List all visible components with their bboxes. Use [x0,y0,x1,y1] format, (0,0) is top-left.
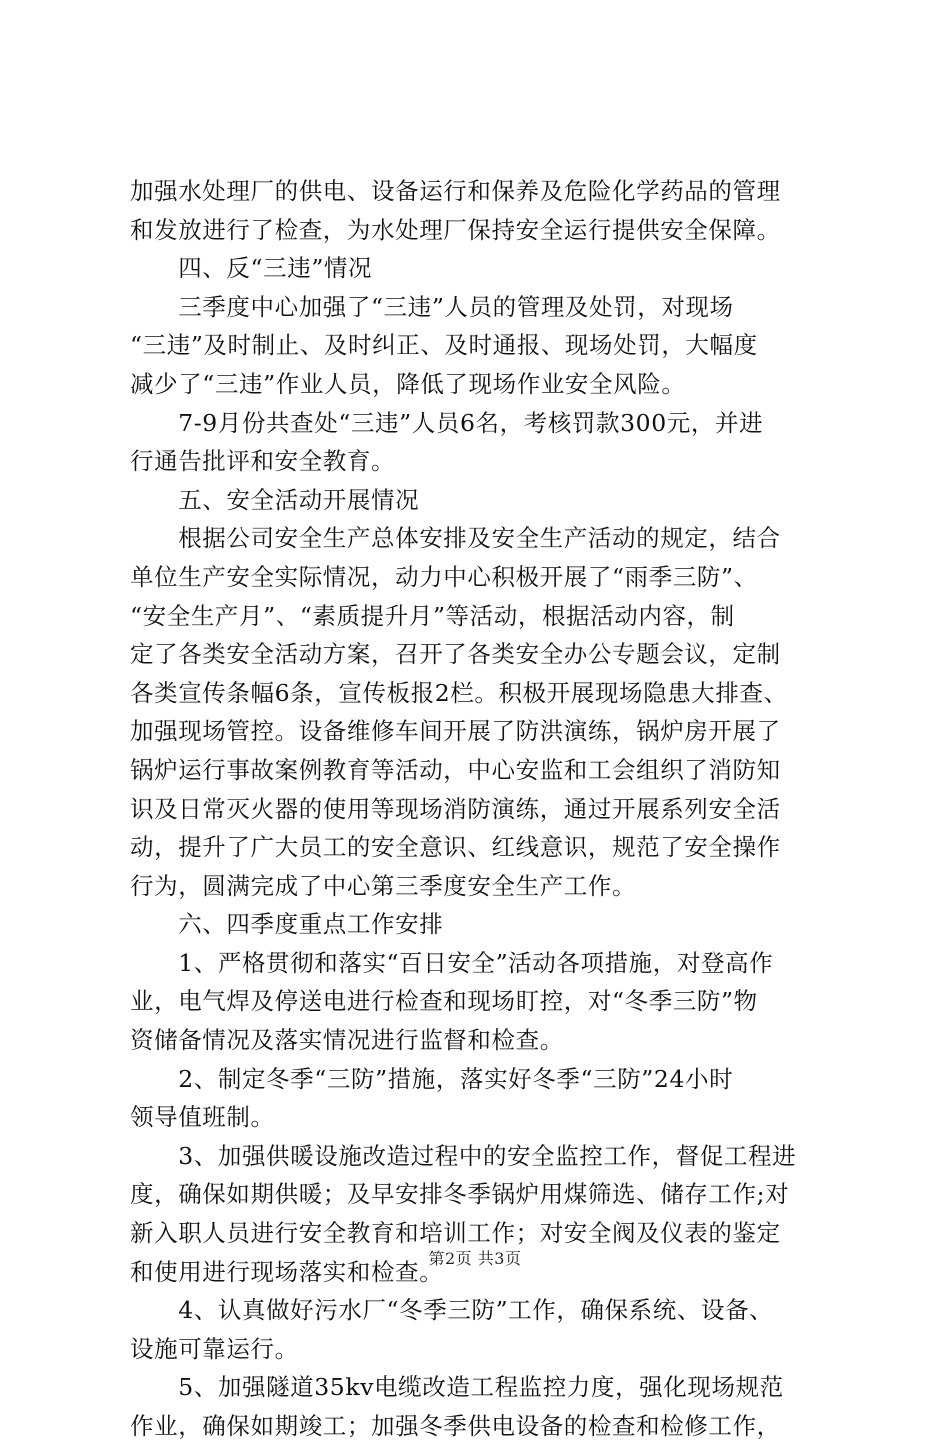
text-line: 根据公司安全生产总体安排及安全生产活动的规定，结合 [130,524,781,553]
text-line: 加强水处理厂的供电、设备运行和保养及危险化学药品的管理 [130,177,781,205]
text-line: 六、四季度重点工作安排 [130,910,444,939]
text-line: 动，提升了广大员工的安全意识、红线意识，规范了安全操作 [130,833,781,862]
text-line: 识及日常灭火器的使用等现场消防演练，通过开展系列安全活 [130,794,781,823]
text-line: 三季度中心加强了“三违”人员的管理及处罚，对现场 [130,292,734,321]
text-line: 7-9月份共查处“三违”人员6名，考核罚款300元，并进 [130,408,764,437]
text-line: 锅炉运行事故案例教育等活动，中心安监和工会组织了消防知 [130,755,781,784]
text-line: 和发放进行了检查，为水处理厂保持安全运行提供安全保障。 [130,215,781,244]
text-line: 新入职人员进行安全教育和培训工作；对安全阀及仪表的鉴定 [130,1219,781,1248]
text-line: 作业，确保如期竣工；加强冬季供电设备的检查和检修工作， [130,1412,781,1440]
text-line: 行为，圆满完成了中心第三季度安全生产工作。 [130,871,637,900]
text-line: “三违”及时制止、及时纠正、及时通报、现场处罚，大幅度 [130,331,758,360]
text-line: “安全生产月”、“素质提升月”等活动，根据活动内容，制 [130,601,735,630]
text-line: 减少了“三违”作业人员，降低了现场作业安全风险。 [130,369,686,398]
text-line: 设施可靠运行。 [130,1334,299,1363]
text-line: 单位生产安全实际情况，动力中心积极开展了“雨季三防”、 [130,562,758,591]
text-line: 加强现场管控。设备维修车间开展了防洪演练，锅炉房开展了 [130,717,781,746]
text-line: 和使用进行现场落实和检查。 [130,1257,444,1286]
text-line: 3、加强供暖设施改造过程中的安全监控工作，督促工程进 [130,1141,797,1170]
text-line: 4、认真做好污水厂“冬季三防”工作，确保系统、设备、 [130,1296,774,1325]
text-line: 2、制定冬季“三防”措施，落实好冬季“三防”24小时 [130,1064,734,1093]
text-line: 五、安全活动开展情况 [130,485,420,514]
text-line: 行通告批评和安全教育。 [130,447,396,476]
text-line: 资储备情况及落实情况进行监督和检查。 [130,1026,564,1055]
text-line: 四、反“三违”情况 [130,254,373,283]
text-line: 定了各类安全活动方案，召开了各类安全办公专题会议，定制 [130,640,781,669]
text-line: 度，确保如期供暖；及早安排冬季锅炉用煤筛选、储存工作;对 [130,1180,790,1209]
text-line: 1、严格贯彻和落实“百日安全”活动各项措施，对登高作 [130,948,774,977]
text-line: 领导值班制。 [130,1103,275,1132]
text-line: 业，电气焊及停送电进行检查和现场盯控，对“冬季三防”物 [130,987,758,1016]
text-line: 各类宣传条幅6条，宣传板报2栏。积极开展现场隐患大排查、 [130,678,788,707]
text-line: 5、加强隧道35kv电缆改造工程监控力度，强化现场规范 [130,1373,784,1402]
page-footer: 第2页 共3页 [428,1249,522,1268]
